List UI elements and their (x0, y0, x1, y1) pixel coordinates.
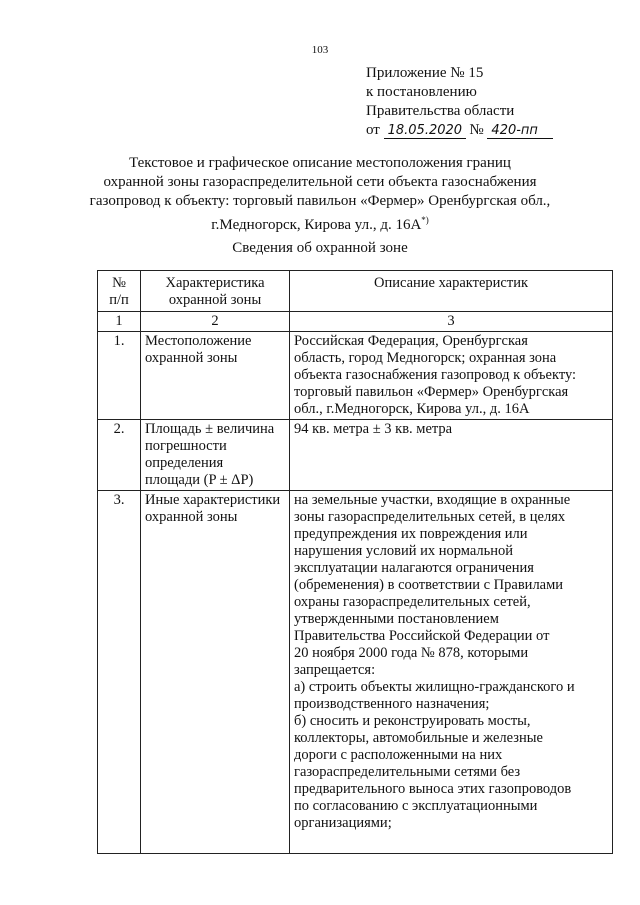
appendix-line-3: Правительства области (366, 103, 515, 119)
from-label: от (366, 122, 380, 138)
header-characteristic: Характеристика охранной зоны (141, 271, 290, 312)
header-description: Описание характеристик (290, 271, 613, 312)
title-line-2: охранной зоны газораспределительной сети объекта газоснабжения (103, 174, 537, 190)
row-characteristic: Площадь ± величина погрешности определения площади (P ± ΔP) (141, 420, 290, 491)
row-number: 2. (98, 420, 141, 491)
title-line-1: Текстовое и графическое описание местоположения границ (129, 155, 511, 171)
table-row (98, 420, 613, 491)
appendix-block (366, 64, 553, 140)
number-label: № (469, 122, 484, 138)
footnote-mark: *) (421, 215, 429, 225)
header-num: № п/п (98, 271, 141, 312)
appendix-date-line (366, 121, 553, 140)
row-number: 1. (98, 332, 141, 420)
row-number: 3. (98, 491, 141, 854)
handwritten-number: 420-пп (487, 123, 553, 139)
table-row (98, 332, 613, 420)
title-line-4-wrapper (60, 211, 580, 235)
document-title (60, 154, 580, 235)
appendix-line-1: Приложение № 15 (366, 65, 484, 81)
section-title: Сведения об охранной зоне (232, 240, 408, 256)
handwritten-date: 18.05.2020 (384, 123, 466, 139)
row-description: Российская Федерация, Оренбургская область, город Медногорск; охранная зона объекта газоснабжения газопровод к объекту: торговый павильон «Фермер» Оренбургская обл., г.Медногорск, Кирова ул., д. 16А (290, 332, 613, 420)
page-number: 103 (311, 44, 329, 56)
row-description: на земельные участки, входящие в охранные зоны газораспределительных сетей, в целях предупреждения их повреждения или нарушения условий их нормальной эксплуатации налагаются ограничения (обременения) в соответствии с Правилами охраны газораспределительных сетей, утвержденными постановлением Правительства Российской Федерации от 20 ноября 2000 года № 878, которыми запрещается: а) строить объекты жилищно-гражданского и производственного назначения; б) сносить и реконструировать мосты, коллекторы, автомобильные и железные дороги с расположенными на них газораспределительными сетями без предварительного выноса этих газопроводов по согласованию с эксплуатационными организациями; (290, 491, 613, 854)
column-number: 2 (141, 312, 290, 332)
table-header-row (98, 271, 613, 312)
row-characteristic: Иные характеристики охранной зоны (141, 491, 290, 854)
column-number-row (98, 312, 613, 332)
table-row (98, 491, 613, 854)
title-line-3: газопровод к объекту: торговый павильон «Фермер» Оренбургская обл., (89, 193, 551, 209)
column-number: 3 (290, 312, 613, 332)
protection-zone-table (97, 270, 613, 854)
column-number: 1 (98, 312, 141, 332)
row-characteristic: Местоположение охранной зоны (141, 332, 290, 420)
title-line-4: г.Медногорск, Кирова ул., д. 16А (211, 217, 422, 233)
row-description: 94 кв. метра ± 3 кв. метра (290, 420, 613, 491)
appendix-line-2: к постановлению (366, 84, 477, 100)
